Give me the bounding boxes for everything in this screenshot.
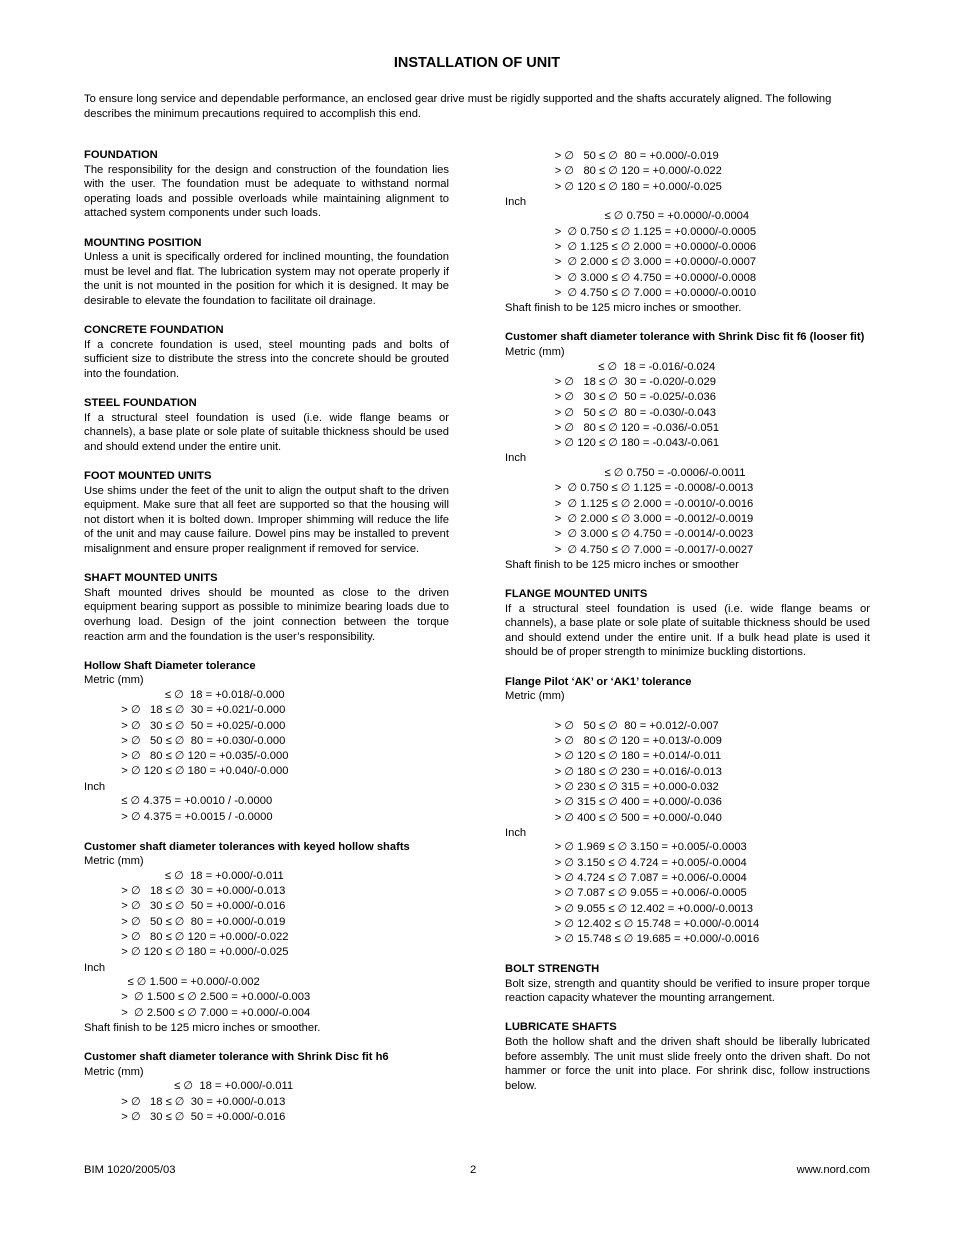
inch-label: Inch — [505, 452, 527, 465]
tolerance-line: > ∅ 18 ≤ ∅ 30 = +0.021/-0.000 — [84, 704, 286, 717]
finish-note: Shaft finish to be 125 micro inches or smoother. — [84, 1021, 321, 1034]
tolerance-line: > ∅ 50 ≤ ∅ 80 = +0.000/-0.019 — [84, 915, 286, 928]
section-heading: Hollow Shaft Diameter tolerance — [84, 659, 256, 672]
tolerance-line: ≤ ∅ 18 = +0.018/-0.000 — [84, 688, 285, 701]
section-foot-mounted — [84, 469, 449, 557]
tolerance-line: > ∅ 18 ≤ ∅ 30 = +0.000/-0.013 — [84, 885, 286, 898]
metric-label: Metric (mm) — [84, 674, 144, 687]
section-steel-foundation — [84, 396, 449, 454]
tolerance-line: > ∅ 1.969 ≤ ∅ 3.150 = +0.005/-0.0003 — [505, 841, 747, 854]
section-heading: STEEL FOUNDATION — [84, 397, 197, 410]
section-heading: SHAFT MOUNTED UNITS — [84, 572, 218, 585]
tolerance-line: > ∅ 1.125 ≤ ∅ 2.000 = -0.0010/-0.0016 — [505, 497, 754, 510]
tolerance-line: > ∅ 0.750 ≤ ∅ 1.125 = -0.0008/-0.0013 — [505, 482, 754, 495]
section-shrink-disc-f6 — [505, 330, 870, 572]
tolerance-line: > ∅ 2.000 ≤ ∅ 3.000 = -0.0012/-0.0019 — [505, 512, 754, 525]
tolerance-line: > ∅ 3.000 ≤ ∅ 4.750 = +0.0000/-0.0008 — [505, 271, 757, 284]
tolerance-line: > ∅ 30 ≤ ∅ 50 = -0.025/-0.036 — [505, 391, 716, 404]
tolerance-line: ≤ ∅ 0.750 = -0.0006/-0.0011 — [505, 467, 746, 480]
section-shaft-mounted — [84, 571, 449, 644]
metric-label: Metric (mm) — [84, 1065, 144, 1078]
section-heading: BOLT STRENGTH — [505, 963, 600, 976]
section-lubricate-shafts — [505, 1020, 870, 1093]
tolerance-line: > ∅ 2.500 ≤ ∅ 7.000 = +0.000/-0.004 — [84, 1006, 311, 1019]
tolerance-line: > ∅ 18 ≤ ∅ 30 = +0.000/-0.013 — [84, 1095, 286, 1108]
section-text: If a concrete foundation is used, steel mounting pads and bolts of sufficient size to distribute the stress into the concrete should be grouted into the foundation. — [84, 338, 449, 380]
spacer — [505, 704, 870, 719]
tolerance-line: > ∅ 80 ≤ ∅ 120 = +0.000/-0.022 — [505, 165, 722, 178]
tolerance-line: ≤ ∅ 4.375 = +0.0010 / -0.0000 — [84, 795, 273, 808]
inch-label: Inch — [84, 780, 106, 793]
tolerance-line: > ∅ 1.500 ≤ ∅ 2.500 = +0.000/-0.003 — [84, 991, 311, 1004]
footer-document-id: BIM 1020/2005/03 — [84, 1164, 176, 1176]
tolerance-line: ≤ ∅ 1.500 = +0.000/-0.002 — [84, 976, 260, 989]
section-heading: Customer shaft diameter tolerance with Shrink Disc fit f6 (looser fit) — [505, 331, 865, 344]
intro-paragraph — [84, 92, 874, 121]
tolerance-line: > ∅ 120 ≤ ∅ 180 = +0.000/-0.025 — [84, 946, 289, 959]
section-flange-mounted — [505, 587, 870, 660]
tolerance-line: ≤ ∅ 0.750 = +0.0000/-0.0004 — [505, 210, 750, 223]
tolerance-line: > ∅ 120 ≤ ∅ 180 = +0.000/-0.025 — [505, 180, 722, 193]
section-heading: FLANGE MOUNTED UNITS — [505, 587, 648, 600]
inch-label: Inch — [505, 195, 527, 208]
section-heading: Customer shaft diameter tolerance with Shrink Disc fit h6 — [84, 1051, 389, 1064]
tolerance-line: > ∅ 0.750 ≤ ∅ 1.125 = +0.0000/-0.0005 — [505, 225, 757, 238]
tolerance-line: > ∅ 4.375 = +0.0015 / -0.0000 — [84, 810, 273, 823]
section-shrink-disc-h6-continued — [505, 149, 870, 316]
section-concrete-foundation — [84, 323, 449, 381]
section-heading: Customer shaft diameter tolerances with keyed hollow shafts — [84, 840, 410, 853]
section-keyed-hollow-tolerance — [84, 840, 449, 1036]
tolerance-line: > ∅ 80 ≤ ∅ 120 = -0.036/-0.051 — [505, 421, 720, 434]
tolerance-line: ≤ ∅ 18 = +0.000/-0.011 — [84, 1080, 294, 1093]
section-foundation — [84, 148, 449, 221]
tolerance-line: > ∅ 7.087 ≤ ∅ 9.055 = +0.006/-0.0005 — [505, 887, 747, 900]
tolerance-line: > ∅ 120 ≤ ∅ 180 = -0.043/-0.061 — [505, 437, 720, 450]
section-bolt-strength — [505, 962, 870, 1006]
section-text: Unless a unit is specifically ordered for inclined mounting, the foundation must be level and flat. The lubrication system may not operate properly if the unit is not mounted in the position for which it is designed. It may be desirable to elevate the foundation to facilitate oil drainage. — [84, 251, 449, 307]
tolerance-line: ≤ ∅ 18 = +0.000/-0.011 — [84, 869, 284, 882]
tolerance-line: > ∅ 3.000 ≤ ∅ 4.750 = -0.0014/-0.0023 — [505, 528, 754, 541]
tolerance-line: > ∅ 315 ≤ ∅ 400 = +0.000/-0.036 — [505, 796, 722, 809]
tolerance-line: > ∅ 50 ≤ ∅ 80 = +0.000/-0.019 — [505, 150, 719, 162]
section-text: If a structural steel foundation is used (i.e. wide flange beams or channels), a base plate or sole plate of suitable thickness should be used and should extend under the entire unit. — [84, 411, 449, 453]
section-heading: MOUNTING POSITION — [84, 236, 202, 249]
tolerance-line: > ∅ 80 ≤ ∅ 120 = +0.013/-0.009 — [505, 735, 722, 748]
left-column — [84, 148, 449, 1140]
tolerance-line: > ∅ 50 ≤ ∅ 80 = +0.012/-0.007 — [505, 719, 719, 732]
tolerance-line: > ∅ 180 ≤ ∅ 230 = +0.016/-0.013 — [505, 765, 722, 778]
right-column — [505, 149, 870, 1108]
tolerance-line: > ∅ 12.402 ≤ ∅ 15.748 = +0.000/-0.0014 — [505, 917, 760, 930]
footer-website: www.nord.com — [796, 1164, 870, 1176]
tolerance-line: > ∅ 9.055 ≤ ∅ 12.402 = +0.000/-0.0013 — [505, 902, 753, 915]
page-title: INSTALLATION OF UNIT — [393, 55, 561, 71]
inch-label: Inch — [505, 826, 527, 839]
metric-label: Metric (mm) — [84, 855, 144, 868]
tolerance-line: > ∅ 120 ≤ ∅ 180 = +0.040/-0.000 — [84, 765, 289, 778]
section-hollow-shaft-tolerance — [84, 659, 449, 825]
tolerance-line: > ∅ 230 ≤ ∅ 315 = +0.000-0.032 — [505, 780, 719, 793]
intro-text: To ensure long service and dependable performance, an enclosed gear drive must be rigidly supported and the shafts accurately aligned. The following describes the minimum precautions required to accomplish this end. — [84, 93, 832, 120]
tolerance-line: > ∅ 30 ≤ ∅ 50 = +0.000/-0.016 — [84, 1110, 286, 1123]
section-heading: LUBRICATE SHAFTS — [505, 1021, 617, 1034]
tolerance-line: > ∅ 80 ≤ ∅ 120 = +0.035/-0.000 — [84, 750, 289, 763]
tolerance-line: > ∅ 3.150 ≤ ∅ 4.724 = +0.005/-0.0004 — [505, 856, 747, 869]
tolerance-line: ≤ ∅ 18 = -0.016/-0.024 — [505, 360, 716, 373]
tolerance-line: > ∅ 4.750 ≤ ∅ 7.000 = -0.0017/-0.0027 — [505, 543, 754, 556]
tolerance-line: > ∅ 4.724 ≤ ∅ 7.087 = +0.006/-0.0004 — [505, 872, 747, 884]
tolerance-line: > ∅ 120 ≤ ∅ 180 = +0.014/-0.011 — [505, 750, 722, 763]
inch-label: Inch — [84, 961, 106, 974]
tolerance-line: > ∅ 50 ≤ ∅ 80 = +0.030/-0.000 — [84, 734, 286, 747]
footer-page-number: 2 — [470, 1164, 477, 1176]
section-text: If a structural steel foundation is used (i.e. wide flange beams or channels), a base plate or sole plate of suitable thickness should be used and should extend under the entire unit. If a bulk head plate is used it should be of proper strength to minimize buckling distortions. — [505, 602, 870, 659]
metric-label: Metric (mm) — [505, 346, 565, 359]
section-text: Use shims under the feet of the unit to align the output shaft to the driven equipment. Make sure that all feet are supported so that the housing will not distort when it is bolted down. Improper shimming will reduce the life of the unit and may cause failure. Dowel pins may be installed to prevent misalignment and ensure proper realignment if removed for service. — [84, 484, 449, 556]
tolerance-line: > ∅ 18 ≤ ∅ 30 = -0.020/-0.029 — [505, 375, 716, 388]
tolerance-line: > ∅ 80 ≤ ∅ 120 = +0.000/-0.022 — [84, 930, 289, 943]
tolerance-line: > ∅ 30 ≤ ∅ 50 = +0.000/-0.016 — [84, 900, 286, 913]
tolerance-line: > ∅ 4.750 ≤ ∅ 7.000 = +0.0000/-0.0010 — [505, 286, 757, 299]
finish-note: Shaft finish to be 125 micro inches or smoother. — [505, 302, 742, 315]
tolerance-line: > ∅ 400 ≤ ∅ 500 = +0.000/-0.040 — [505, 811, 722, 824]
section-shrink-disc-h6 — [84, 1050, 449, 1125]
metric-label: Metric (mm) — [505, 690, 565, 703]
section-heading: CONCRETE FOUNDATION — [84, 324, 224, 337]
section-text: The responsibility for the design and construction of the foundation lies with the user. The foundation must be adequate to withstand normal operating loads and possible overloads while maintaining alignment to attached system components under such loads. — [84, 163, 449, 220]
tolerance-line: > ∅ 15.748 ≤ ∅ 19.685 = +0.000/-0.0016 — [505, 933, 760, 946]
tolerance-line: > ∅ 2.000 ≤ ∅ 3.000 = +0.0000/-0.0007 — [505, 256, 757, 269]
section-text: Bolt size, strength and quantity should be verified to insure proper torque reaction capacity whatever the mounting arrangement. — [505, 977, 870, 1005]
finish-note: Shaft finish to be 125 micro inches or smoother — [505, 558, 739, 571]
section-text: Both the hollow shaft and the driven shaft should be liberally lubricated before assembly. The unit must slide freely onto the driven shaft. Do not hammer or force the unit into place. For shrink disc, follow instructions below. — [505, 1036, 870, 1092]
tolerance-line: > ∅ 50 ≤ ∅ 80 = -0.030/-0.043 — [505, 406, 716, 419]
section-heading: Flange Pilot ‘AK’ or ‘AK1’ tolerance — [505, 675, 692, 688]
section-flange-pilot-tolerance — [505, 675, 870, 948]
section-heading: FOUNDATION — [84, 149, 158, 161]
section-mounting-position — [84, 236, 449, 309]
section-text: Shaft mounted drives should be mounted as close to the driven equipment bearing support as possible to minimize bearing loads due to overhung load. Design of the joint connection between the torque reaction arm and the foundation is the user’s responsibility. — [84, 586, 449, 643]
tolerance-line: > ∅ 30 ≤ ∅ 50 = +0.025/-0.000 — [84, 719, 286, 732]
section-heading: FOOT MOUNTED UNITS — [84, 470, 212, 483]
tolerance-line: > ∅ 1.125 ≤ ∅ 2.000 = +0.0000/-0.0006 — [505, 241, 757, 254]
